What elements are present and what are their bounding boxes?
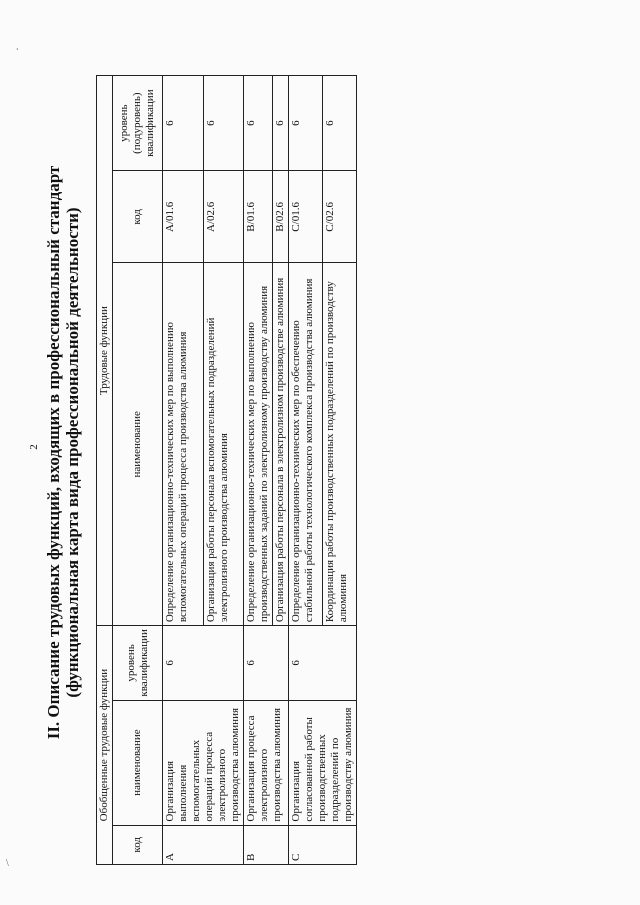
table-row	[289, 76, 323, 865]
page-number: 2	[28, 444, 40, 450]
tf-level: 6	[273, 76, 289, 171]
tf-level: 6	[289, 76, 323, 171]
gtf-level: 6	[289, 626, 357, 700]
header-code: код	[113, 825, 163, 864]
scan-mark: ⸳	[16, 43, 19, 54]
tf-level: 6	[203, 76, 244, 171]
tf-name: Определение организационно-технических мер по обеспечению стабильной работы технологического комплекса производства алюминия	[289, 263, 323, 626]
gtf-level: 6	[163, 626, 244, 700]
header-sublevel: уровень (подуровень) квалификации	[113, 76, 163, 171]
tf-level: 6	[244, 76, 273, 171]
title-line-2: (функциональная карта вида профессиональной деятельности)	[63, 207, 82, 698]
gtf-code: B	[244, 825, 289, 864]
tf-code: C/02.6	[323, 171, 357, 263]
header-function-name: наименование	[113, 263, 163, 626]
gtf-name: Организация выполнения вспомогательных операций процесса электролизного производства алюминия	[163, 700, 244, 825]
tf-level: 6	[163, 76, 204, 171]
header-generalized: Обобщенные трудовые функции	[97, 626, 113, 865]
tf-code: C/01.6	[289, 171, 323, 263]
header-labor: Трудовые функции	[97, 76, 113, 626]
header-name: наименование	[113, 700, 163, 825]
tf-level: 6	[323, 76, 357, 171]
table-row	[163, 76, 204, 865]
tf-name: Организация работы персонала вспомогательных подразделений электролизного производства алюминия	[203, 263, 244, 626]
header-function-code: код	[113, 171, 163, 263]
rotated-page	[30, 20, 610, 885]
gtf-name: Организация согласованной работы производственных подразделений по производству алюминия	[289, 700, 357, 825]
functional-map-table	[96, 75, 357, 865]
table-row	[244, 76, 273, 865]
header-level: уровень квалификации	[113, 626, 163, 700]
page-title	[44, 20, 82, 885]
tf-name: Координация работы производственных подразделений по производству алюминия	[323, 263, 357, 626]
gtf-code: A	[163, 825, 244, 864]
tf-code: B/01.6	[244, 171, 273, 263]
tf-name: Определение организационно-технических мер по выполнению вспомогательных операций процесса производства алюминия	[163, 263, 204, 626]
gtf-level: 6	[244, 626, 289, 700]
tf-name: Организация работы персонала в электролизном производстве алюминия	[273, 263, 289, 626]
tf-code: A/02.6	[203, 171, 244, 263]
tf-name: Определение организационно-технических мер по выполнению производственных заданий по электролизному производству алюминия	[244, 263, 273, 626]
gtf-name: Организация процесса электролизного производства алюминия	[244, 700, 289, 825]
title-line-1: II. Описание трудовых функций, входящих в профессиональный стандарт	[44, 165, 63, 740]
scan-mark: \	[6, 858, 9, 869]
gtf-code: C	[289, 825, 357, 864]
tf-code: A/01.6	[163, 171, 204, 263]
tf-code: B/02.6	[273, 171, 289, 263]
